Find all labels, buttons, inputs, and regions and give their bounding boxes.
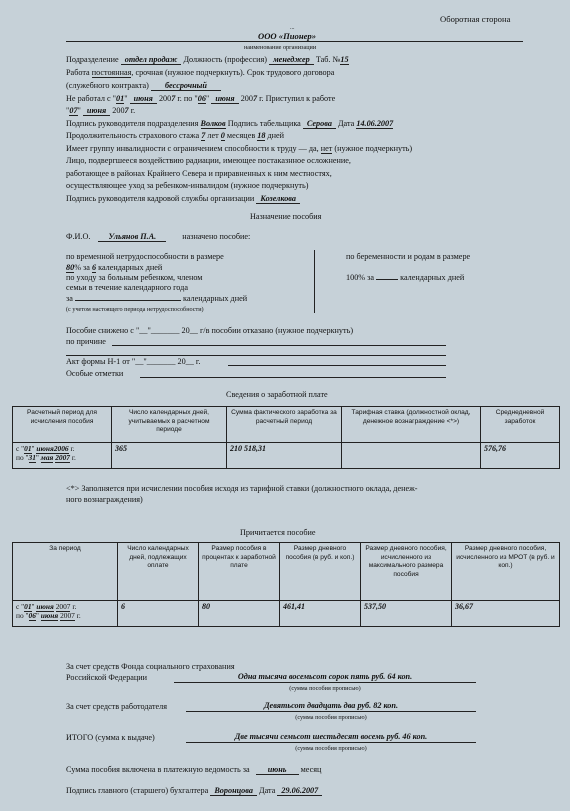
due-header-mrot: Размер дневного пособия, исчисленного из МРОТ (в руб. и коп.) — [452, 543, 560, 601]
org-line — [66, 41, 523, 42]
reduced-row: Пособие снижено с "__"_______ 20__ г/в пособии отказано (нужное подчеркнуть) — [66, 326, 354, 335]
sign-row: Подпись руководителя подразделения Волков Подпись табельщика Серова Дата 14.06.2007 — [66, 119, 394, 128]
notes-line — [140, 377, 446, 378]
dept-row: Подразделение отдел продаж Должность (профессия) менеджер Таб. №15 — [66, 55, 349, 64]
salary-header-rate: Тарифная ставка (должностной оклад, денежное вознаграждение <*>) — [342, 407, 481, 443]
salary-header-sum: Сумма фактического заработка за расчетный период — [227, 407, 342, 443]
table-row — [13, 443, 560, 469]
stage-row: Продолжительность страхового стажа 7 лет 0 месяцев 18 дней — [66, 131, 285, 140]
contract-row: (служебного контракта) бессрочный — [66, 81, 221, 91]
hr-sign-row: Подпись руководителя кадровой службы организации Козелкова — [66, 194, 300, 204]
work-row: Работа постоянная, срочная (нужное подчеркнуть). Срок трудового договора — [66, 68, 335, 77]
fss-caption: (сумма пособия прописью) — [289, 685, 361, 692]
left-2: 80% за 6 календарных дней — [66, 263, 163, 272]
reason-line — [112, 345, 446, 346]
start-row: "07" июня 2007 г. — [66, 106, 136, 115]
footnote-1: <*> Заполняется при исчислении пособия исходя из тарифной ставки (должностного оклада, денеж- — [66, 484, 418, 493]
due-header-max: Размер дневного пособия, исчисленного из максимального размера пособия — [361, 543, 452, 601]
fss-amount: Одна тысяча восемьсот сорок пять руб. 64 коп. — [237, 672, 413, 681]
fss-label-1: За счет средств Фонда социального страхования — [66, 662, 235, 671]
left-caption: (с учетом настоящего периода нетрудоспособности) — [66, 306, 204, 313]
org-caption: наименование организации — [244, 44, 317, 51]
absent-row: Не работал с "01" июня 2007 г. по "06" июня 2007 г. Приступил к работе — [66, 94, 336, 103]
salary-period: с "01" июня2006 г. по "31" мая 2007 г. — [13, 443, 112, 469]
salary-title: Сведения о заработной плате — [226, 390, 328, 399]
assignment-title: Назначение пособия — [250, 212, 322, 221]
due-header-pct: Размер пособия в процентах к заработной плате — [199, 543, 280, 601]
total-line — [186, 742, 476, 743]
side-label: Оборотная сторона — [440, 14, 511, 24]
table-row — [13, 601, 560, 627]
fss-line — [174, 682, 476, 683]
total-caption: (сумма пособия прописью) — [295, 745, 367, 752]
act-line — [228, 365, 446, 366]
fio-row: Ф.И.О. Ульянов П.А. назначено пособие: — [66, 232, 251, 241]
salary-header-days: Число календарных дней, учитываемых в расчетном периоде — [112, 407, 227, 443]
employer-caption: (сумма пособия прописью) — [295, 714, 367, 721]
payroll-row: Сумма пособия включена в платежную ведомость за июнь месяц — [66, 765, 322, 774]
footnote-2: ного вознаграждения) — [66, 495, 143, 504]
due-header-period: За период — [13, 543, 118, 601]
accountant-row: Подпись главного (старшего) бухгалтера Воронцова Дата 29.06.2007 — [66, 786, 322, 796]
divider — [314, 250, 315, 313]
left-4: семьи в течение календарного года — [66, 283, 188, 292]
total-amount: Две тысячи семьсот шестьдесят восемь руб. 46 коп. — [234, 732, 428, 741]
notes-label: Особые отметки — [66, 369, 124, 378]
salary-avg: 576,76 — [481, 443, 560, 469]
salary-sum: 210 518,31 — [227, 443, 342, 469]
due-max: 537,50 — [361, 601, 452, 627]
reason-label: по причине — [66, 337, 106, 346]
left-1: по временной нетрудоспособности в размере — [66, 252, 224, 261]
due-daily: 461,41 — [280, 601, 361, 627]
due-days: 6 — [118, 601, 199, 627]
total-label: ИТОГО (сумма к выдаче) — [66, 733, 155, 742]
dots: ... — [290, 25, 295, 31]
act-row: Акт формы Н-1 от "__"_______ 20__ г. — [66, 357, 201, 366]
due-header-days: Число календарных дней, подлежащих оплате — [118, 543, 199, 601]
employer-label: За счет средств работодателя — [66, 702, 168, 711]
right-2: 100% за календарных дней — [346, 273, 465, 282]
disability-row: Имеет группу инвалидности с ограничением способности к труду — да, нет (нужное подчеркнуть) — [66, 144, 413, 153]
due-table — [12, 542, 560, 627]
due-mrot: 36,67 — [452, 601, 560, 627]
due-pct: 80 — [199, 601, 280, 627]
org-name: ООО «Пионер» — [258, 31, 317, 41]
salary-table — [12, 406, 560, 469]
due-title: Причитается пособие — [240, 528, 316, 537]
fss-label-2: Российской Федерации — [66, 673, 148, 682]
due-header-daily: Размер дневного пособия (в руб. и коп.) — [280, 543, 361, 601]
right-1: по беременности и родам в размере — [346, 252, 471, 261]
radiation-row-2: работающее в районах Крайнего Севера и приравненных к ним местностях, — [66, 169, 332, 178]
salary-days: 365 — [112, 443, 227, 469]
reason-line-2 — [66, 355, 446, 356]
left-3: по уходу за больным ребенком, членом — [66, 273, 203, 282]
radiation-row-1: Лицо, подвергшееся воздействию радиации, имеющее постаказнное осложнение, — [66, 156, 351, 165]
salary-header-period: Расчетный период для исчисления пособия — [13, 407, 112, 443]
left-5: за календарных дней — [66, 294, 248, 303]
employer-line — [186, 711, 476, 712]
due-period: с "01" июня 2007 г. по "06" июня 2007 г. — [13, 601, 118, 627]
salary-header-avg: Среднедневной заработок — [481, 407, 560, 443]
employer-amount: Девятьсот двадцать два руб. 82 коп. — [263, 701, 399, 710]
radiation-row-3: осуществляющее уход за ребенком-инвалидом (нужное подчеркнуть) — [66, 181, 309, 190]
salary-rate — [342, 443, 481, 469]
